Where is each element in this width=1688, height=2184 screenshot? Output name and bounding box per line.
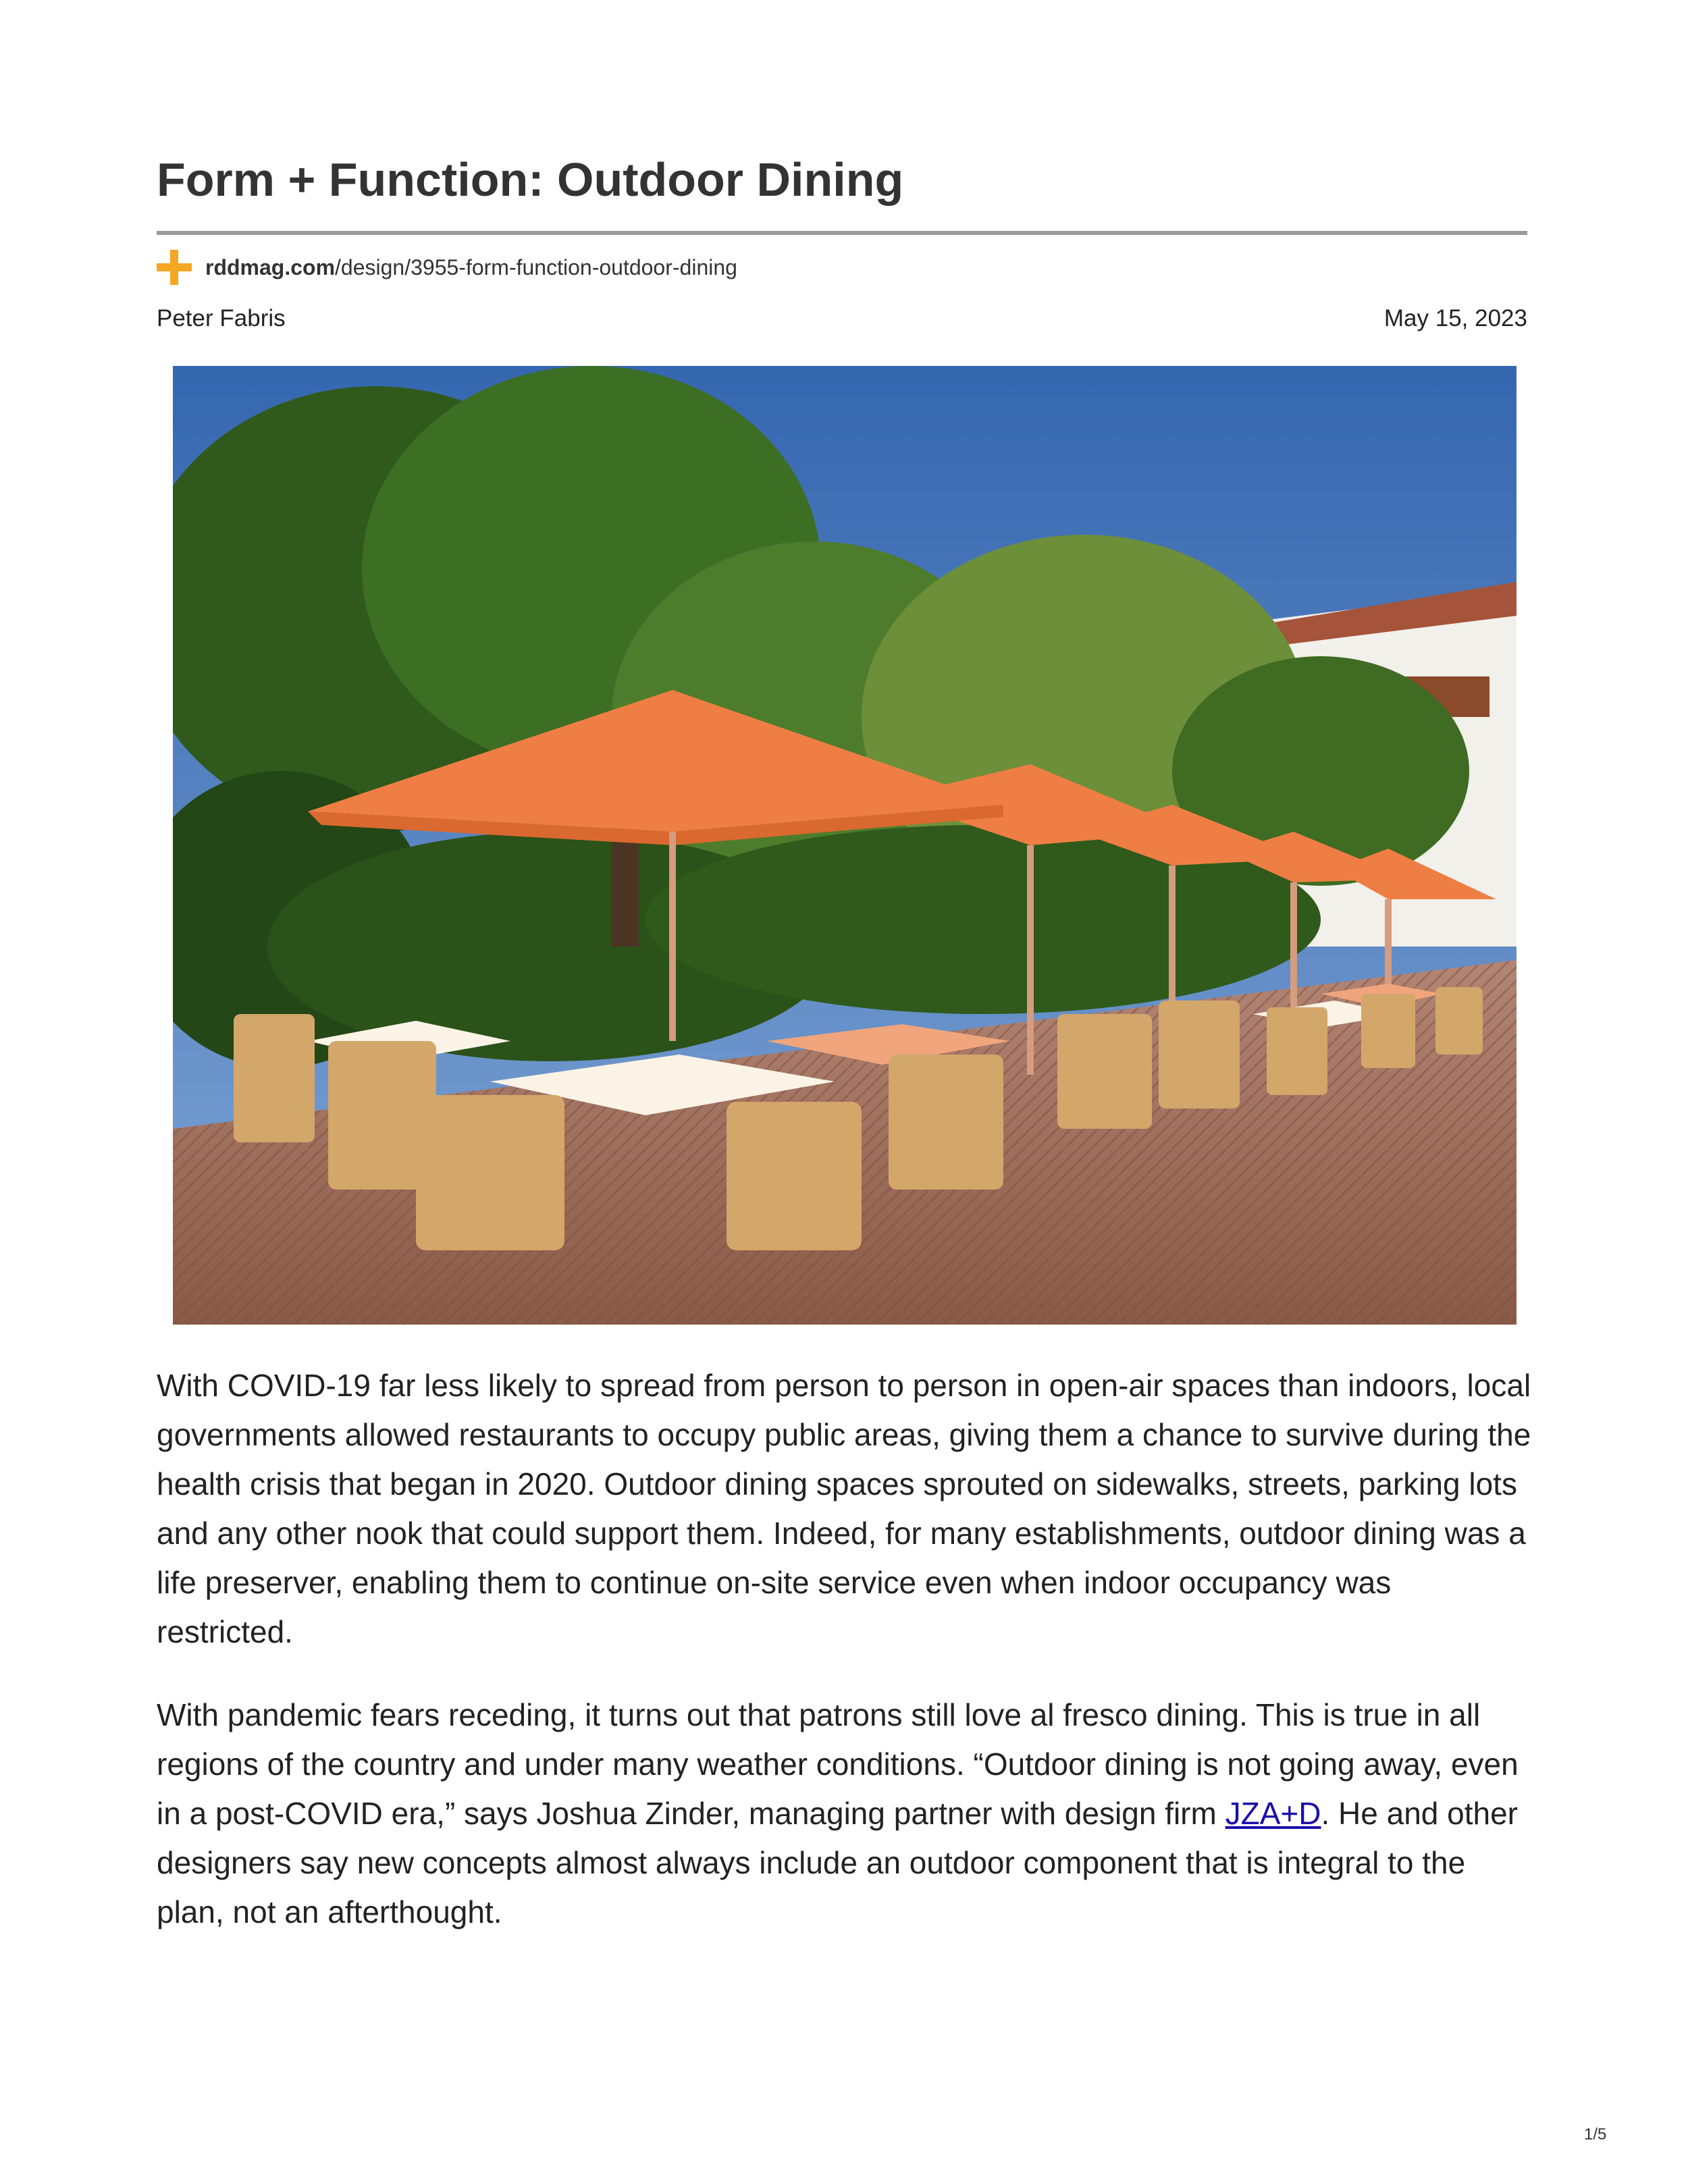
source-line: [157, 248, 737, 286]
source-domain: rddmag.com: [205, 255, 336, 279]
jzad-link[interactable]: JZA+D: [1225, 1796, 1321, 1831]
article-photo: [173, 366, 1516, 1325]
author-name: Peter Fabris: [157, 305, 286, 331]
paragraph-2-text-end: . He and other designers say new concepts almost always include an outdoor component that is integral to the plan, not an afterthought.: [157, 1796, 1519, 1929]
plus-icon: [157, 250, 192, 285]
publish-date: May 15, 2023: [1383, 305, 1527, 331]
paragraph-2-text-start: With pandemic fears receding, it turns out that patrons still love al fresco dining. This is true in all regions of the country and under many weather conditions. “Outdoor dining is not going away, even in a post-COVID era,” says Joshua Zinder, managing partner with design firm: [157, 1697, 1519, 1831]
page-number: 1/5: [1584, 2125, 1607, 2143]
article-paragraph-2: [157, 1690, 1534, 1937]
article-paragraph-1: With COVID-19 far less likely to spread from person to person in open-air spaces than indoors, local governments allowed restaurants to occupy public areas, giving them a chance to survive during the health crisis that began in 2020. Outdoor dining spaces sprouted on sidewalks, streets, parking lots and any other nook that could support them. Indeed, for many establishments, outdoor dining was a life preserver, enabling them to continue on-site service even when indoor occupancy was restricted.: [157, 1368, 1531, 1649]
title-divider: [157, 231, 1527, 235]
outdoor-dining-photo: [173, 366, 1516, 1325]
article-title: Form + Function: Outdoor Dining: [157, 153, 904, 206]
source-path: /design/3955-form-function-outdoor-dining: [335, 255, 737, 279]
